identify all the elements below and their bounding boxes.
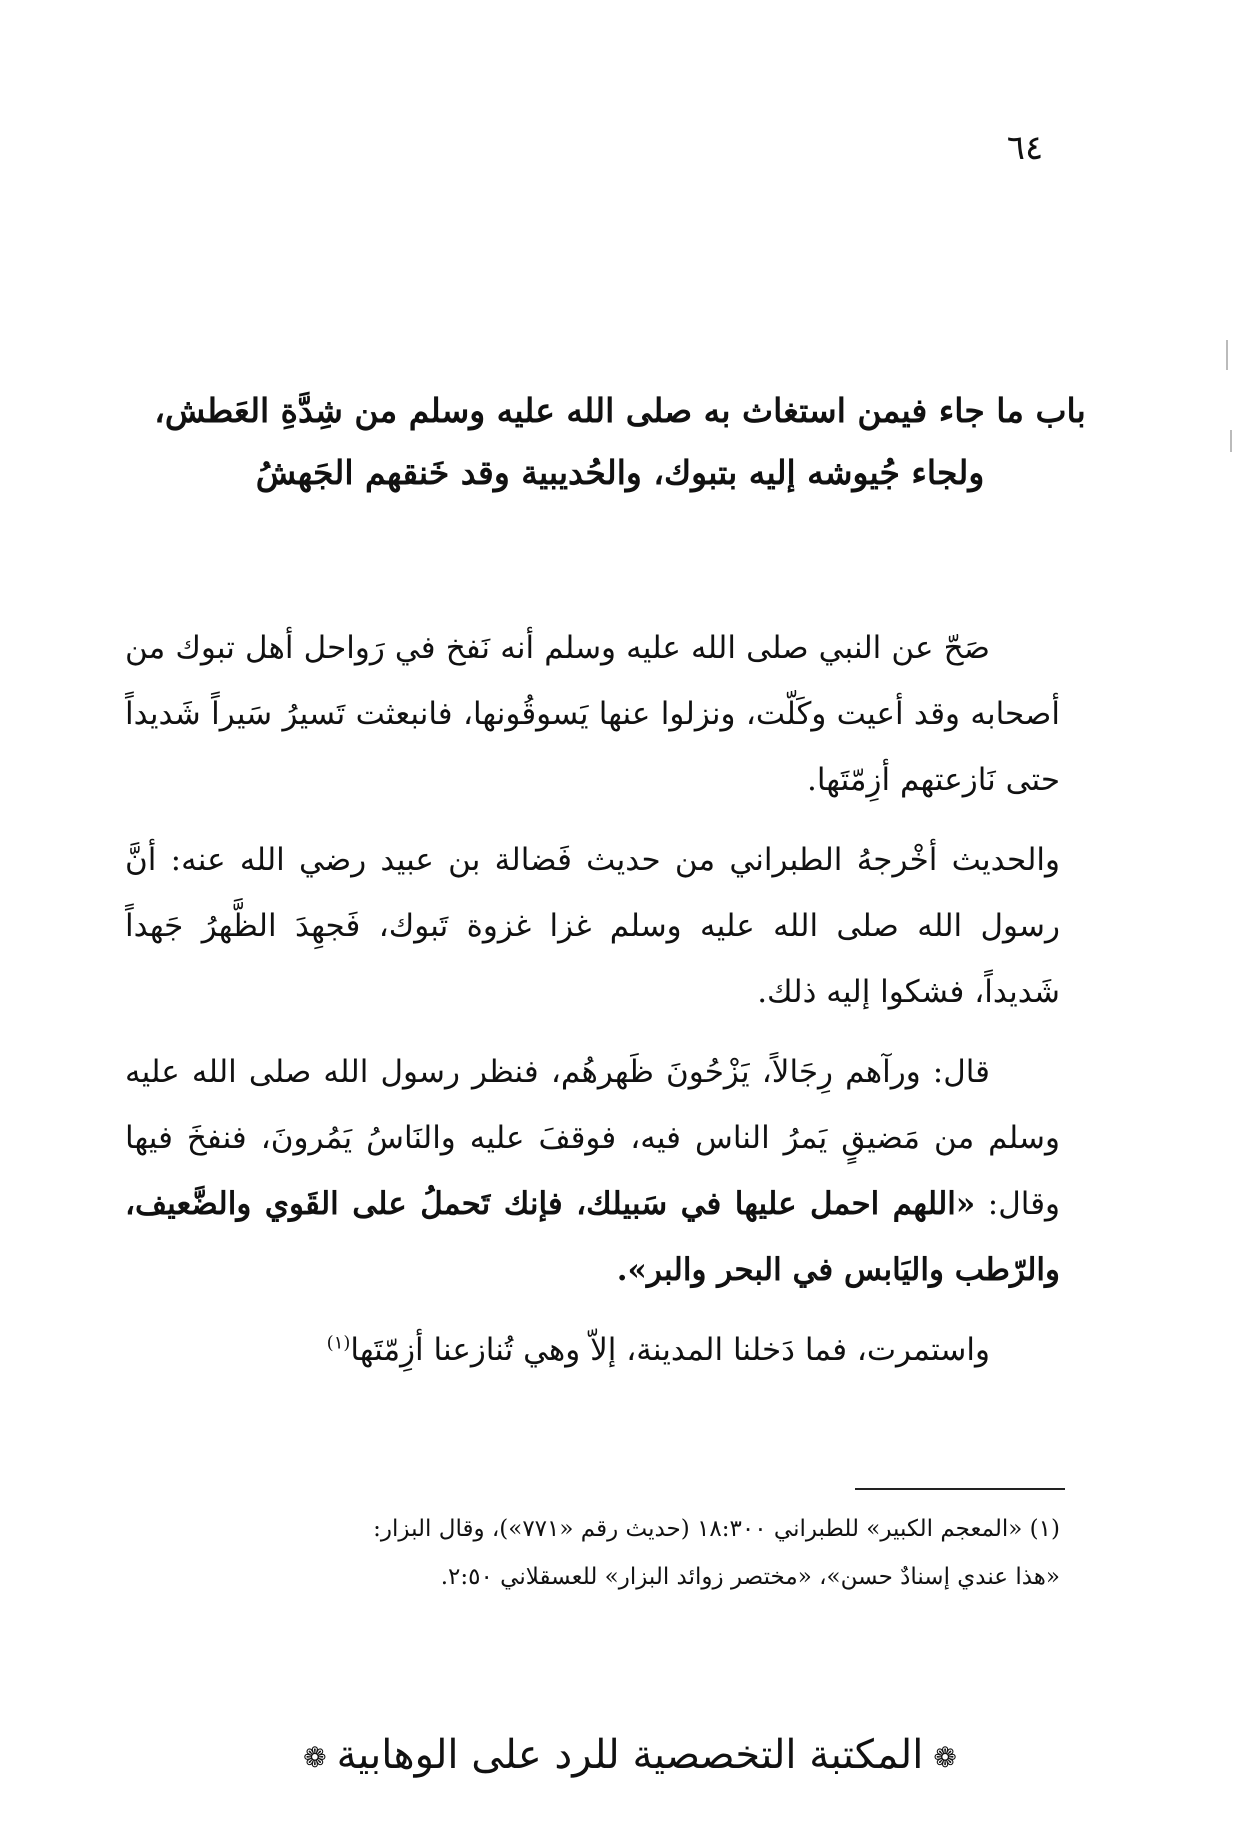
paragraph-4-text: واستمرت، فما دَخلنا المدينة، إلاّ وهي تُنازعنا أزِمّتَها: [350, 1332, 990, 1368]
scan-edge-mark: [1230, 430, 1232, 452]
paragraph-3-prayer-quote: «اللهم احمل عليها في سَبيلك، فإنك تَحملُ على القَوي والضَّعيف، والرّطب واليَابس في البحر والبر».: [125, 1186, 1060, 1288]
paragraph-1: صَحّ عن النبي صلى الله عليه وسلم أنه نَفخ في رَواحل أهل تبوك من أصحابه وقد أعيت وكَلّت، ونزلوا عنها يَسوقُونها، فانبعثت تَسيرُ سَيراً شَديداً حتى نَازعتهم أزِمّتَها.: [125, 630, 1060, 798]
page-number: ٦٤: [1006, 128, 1044, 168]
library-banner: [280, 1720, 980, 1793]
footnote-line-2: «هذا عندي إسنادٌ حسن»، «مختصر زوائد البزار» للعسقلاني ٢:٥٠.: [440, 1564, 1060, 1590]
scan-edge-mark: [1226, 340, 1228, 370]
paragraph-4: [125, 1317, 1060, 1383]
chapter-title: [130, 380, 1110, 504]
paragraph-2: والحديث أخْرجهُ الطبراني من حديث فَضالة بن عبيد رضي الله عنه: أنَّ رسول الله صلى الله عليه وسلم غزا غزوة تَبوك، فَجهِدَ الظَّهرُ جَهداً شَديداً، فشكوا إليه ذلك.: [125, 842, 1060, 1010]
paragraph-3: [125, 1039, 1060, 1303]
body-text: [125, 615, 1060, 1397]
footnote: [125, 1505, 1060, 1601]
flourish-left-icon: ❁: [303, 1741, 327, 1774]
flourish-right-icon: ❁: [933, 1741, 957, 1774]
library-banner-text: المكتبة التخصصية للرد على الوهابية: [336, 1732, 924, 1778]
paragraph-3-narration: قال: ورآهم رِجَالاً، يَزْحُونَ ظَهرهُم، فنظر رسول الله صلى الله عليه وسلم من مَضيقٍ يَمرُ الناس فيه، فوقفَ عليه والنَاسُ يَمُرونَ، فنفخَ فيها وقال:: [125, 1054, 1060, 1222]
footnote-divider: [855, 1488, 1065, 1490]
chapter-title-line-2: ولجاء جُيوشه إليه بتبوك، والحُديبية وقد خَنقهم الجَهشُ: [255, 453, 985, 492]
chapter-title-line-1: باب ما جاء فيمن استغاث به صلى الله عليه وسلم من شِدَّةِ العَطش،: [154, 391, 1086, 430]
footnote-line-1: (١) «المعجم الكبير» للطبراني ١٨:٣٠٠ (حديث رقم «٧٧١»)، وقال البزار:: [373, 1516, 1060, 1542]
footnote-reference[interactable]: (١): [326, 1332, 351, 1354]
